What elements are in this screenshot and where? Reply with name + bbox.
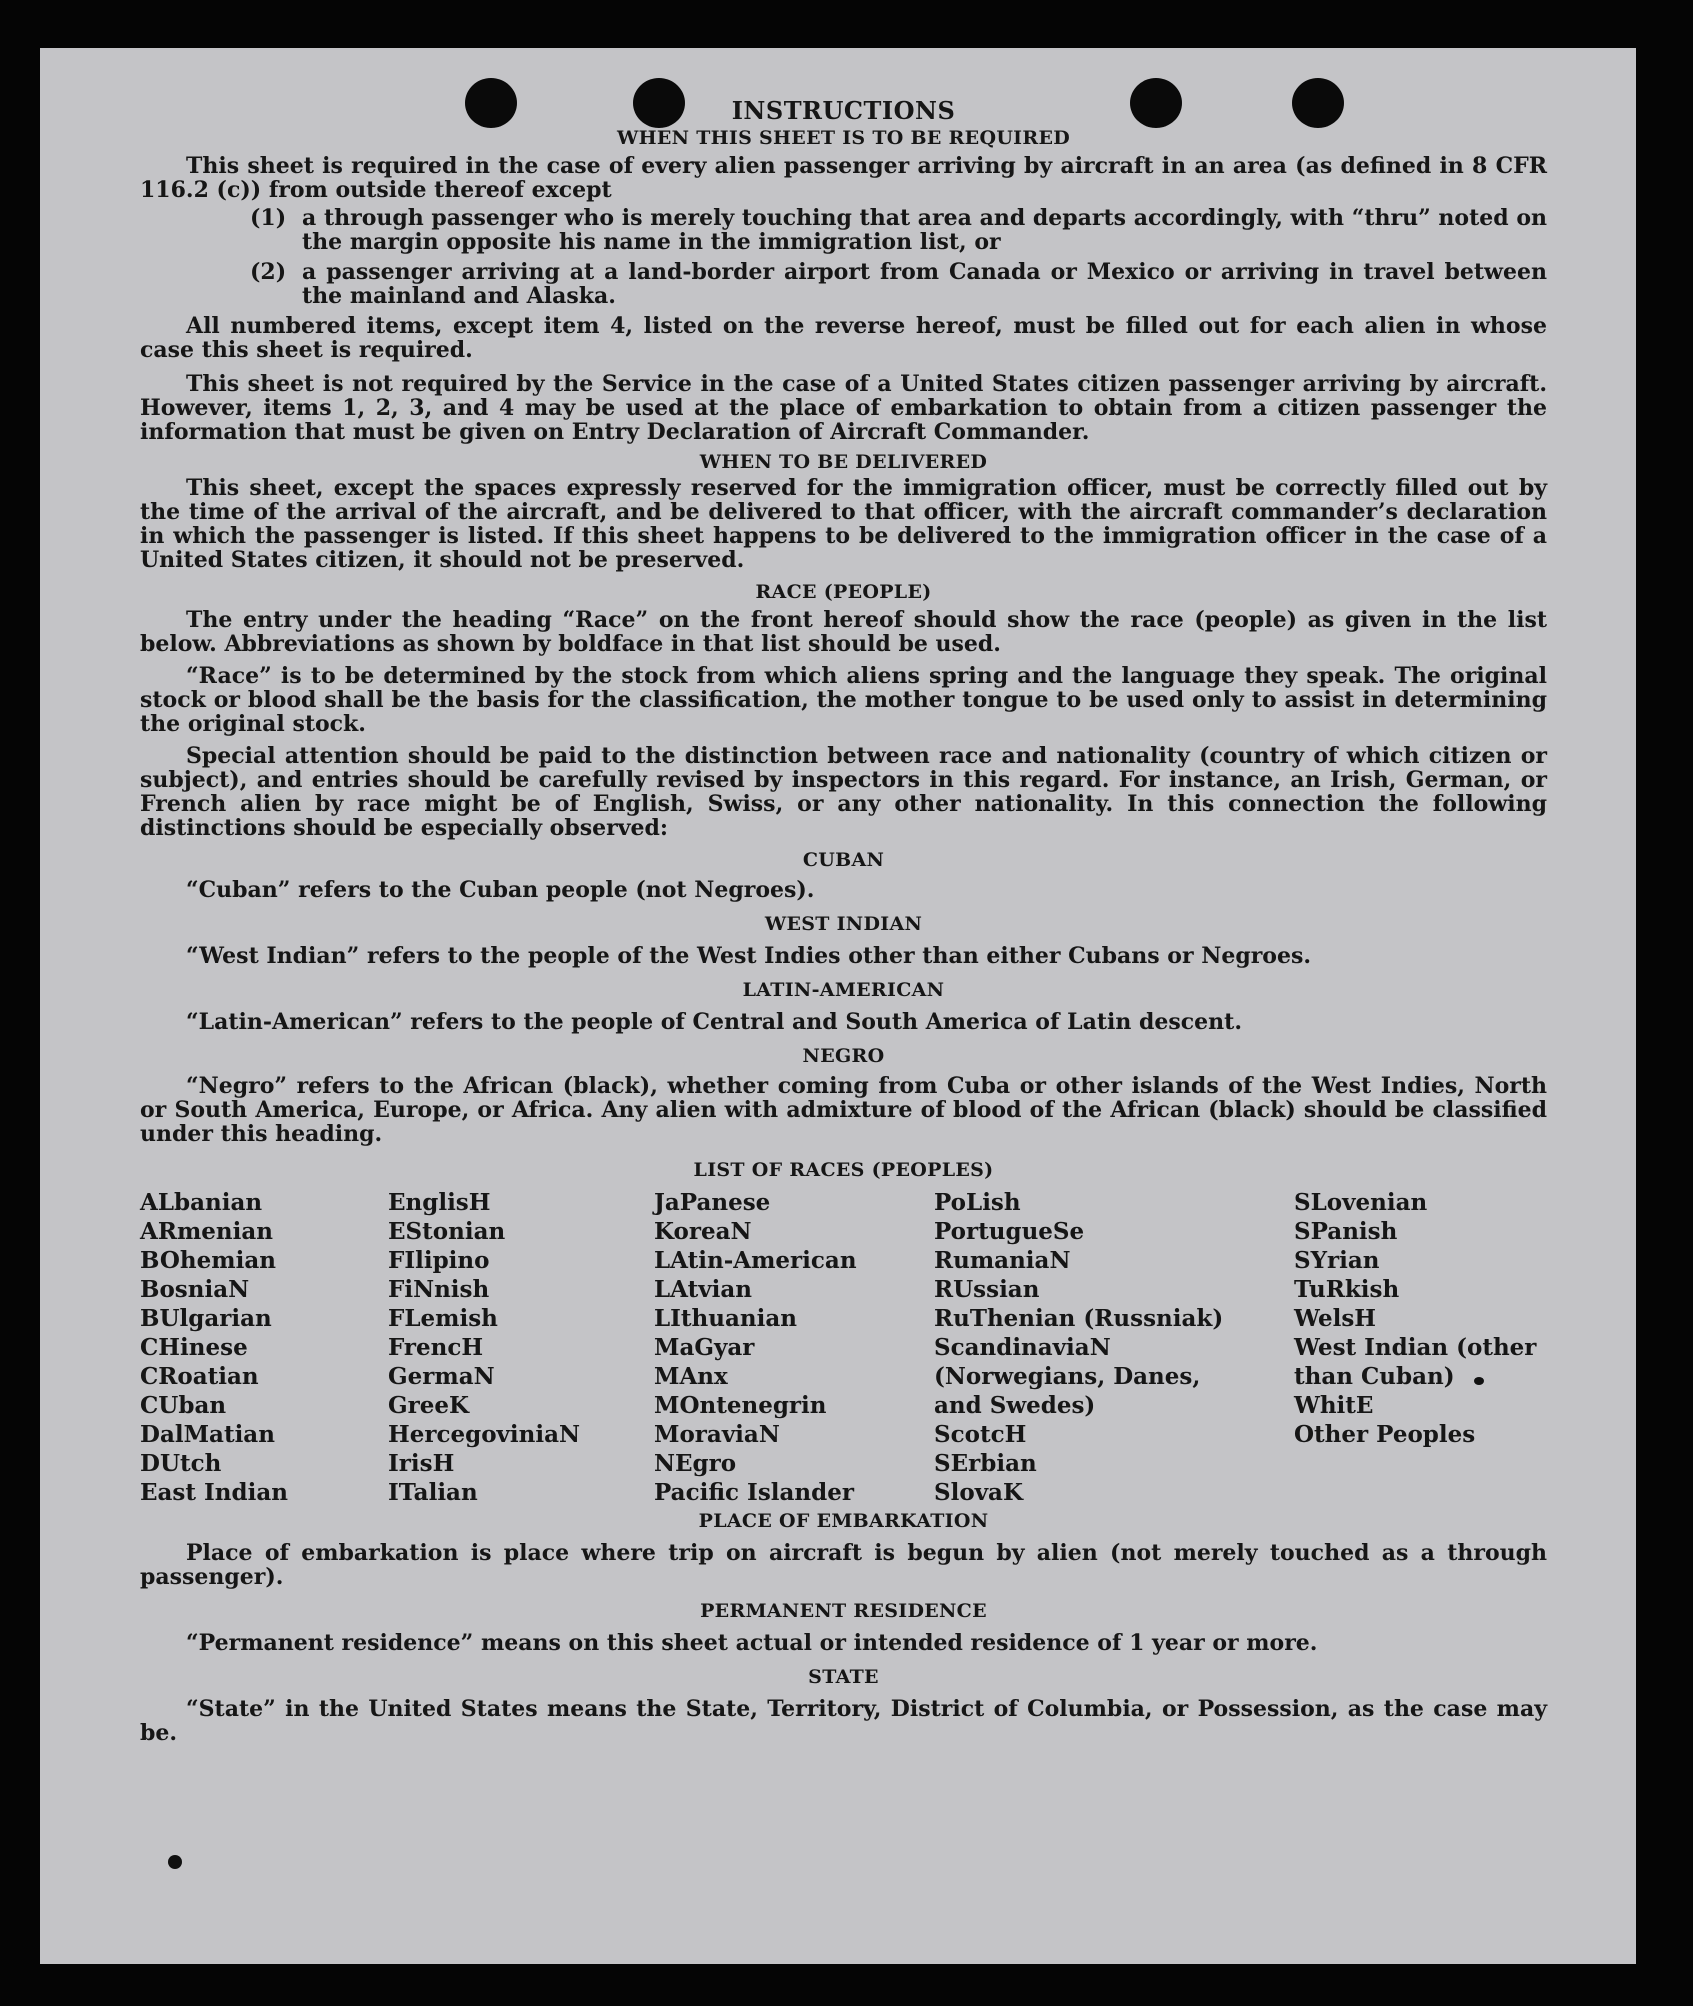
paragraph: “Race” is to be determined by the stock from which aliens spring and the language they speak. The original stock or blood shall be the basis for the classification, the mother tongue to be used only to assist in determining the original stock. [140, 663, 1547, 737]
race-item: FrencH [388, 1334, 484, 1361]
race-item: SlovaK [934, 1479, 1023, 1506]
races-list [140, 1188, 1547, 1507]
race-item: ALbanian [140, 1189, 263, 1216]
section-heading-race: RACE (PEOPLE) [755, 581, 932, 603]
section-heading-delivered: WHEN TO BE DELIVERED [699, 451, 988, 473]
race-item: GreeK [388, 1392, 470, 1419]
race-item: CHinese [140, 1334, 248, 1361]
race-item: ITalian [388, 1479, 478, 1506]
race-item: Pacific Islander [654, 1479, 854, 1506]
ink-speck [168, 1855, 182, 1869]
paragraph: “State” in the United States means the State, Territory, District of Columbia, or Possession, as the case may be. [140, 1696, 1547, 1746]
section-heading-state: STATE [808, 1666, 879, 1688]
paragraph: “Cuban” refers to the Cuban people (not Negroes). [186, 877, 815, 903]
race-item-scandinavian: ScandinaviaN (Norwegians, Danes, and Swedes) [934, 1334, 1201, 1419]
instructions-content [140, 96, 1547, 1745]
section-heading-required: WHEN THIS SHEET IS TO BE REQUIRED [616, 127, 1071, 149]
race-item: PortugueSe [934, 1218, 1085, 1245]
subheading-negro: NEGRO [802, 1045, 885, 1067]
paragraph: “Permanent residence” means on this sheet actual or intended residence of 1 year or more. [186, 1630, 1318, 1656]
subheading-west-indian: WEST INDIAN [764, 913, 923, 935]
subheading-cuban: CUBAN [802, 849, 885, 871]
race-item: MOntenegrin [654, 1392, 827, 1419]
race-item: BosniaN [140, 1276, 250, 1303]
race-item: DUtch [140, 1450, 222, 1477]
paragraph: This sheet is required in the case of every alien passenger arriving by aircraft in an area (as defined in 8 CFR 116.2 (c)) from outside thereof except [140, 153, 1547, 203]
paragraph: “Latin-American” refers to the people of Central and South America of Latin descent. [186, 1009, 1242, 1035]
race-item: ScotcH [934, 1421, 1027, 1448]
race-item: RUssian [934, 1276, 1040, 1303]
race-item: East Indian [140, 1479, 288, 1506]
race-item: RuThenian (Russniak) [934, 1305, 1224, 1332]
race-item: SErbian [934, 1450, 1037, 1477]
races-column [934, 1188, 1294, 1507]
race-item: LIthuanian [654, 1305, 797, 1332]
race-item: RumaniaN [934, 1247, 1071, 1274]
paragraph: Place of embarkation is place where trip on aircraft is begun by alien (not merely touched as a through passenger). [140, 1540, 1547, 1590]
race-item: GermaN [388, 1363, 495, 1390]
paragraph: “Negro” refers to the African (black), whether coming from Cuba or other islands of the West Indies, North or South America, Europe, or Africa. Any alien with admixture of blood of the African (black) should be classified under this heading. [140, 1073, 1547, 1147]
race-item: MoraviaN [654, 1421, 780, 1448]
race-item: FIlipino [388, 1247, 490, 1274]
page-title: INSTRUCTIONS [731, 96, 956, 125]
race-item: FiNnish [388, 1276, 490, 1303]
section-heading-embarkation: PLACE OF EMBARKATION [698, 1510, 989, 1532]
race-item: PoLish [934, 1189, 1021, 1216]
race-item: LAtvian [654, 1276, 752, 1303]
race-item: LAtin-American [654, 1247, 857, 1274]
race-item: EnglisH [388, 1189, 491, 1216]
race-item: WhitE [1294, 1392, 1374, 1419]
race-item: CUban [140, 1392, 227, 1419]
race-item: EStonian [388, 1218, 506, 1245]
races-column [388, 1188, 654, 1507]
paragraph: This sheet is not required by the Service in the case of a United States citizen passenger arriving by aircraft. However, items 1, 2, 3, and 4 may be used at the place of embarkation to obtain from a citizen passenger the information that must be given on Entry Declaration of Aircraft Commander. [140, 371, 1547, 445]
race-item: NEgro [654, 1450, 737, 1477]
document-sheet [40, 48, 1636, 1964]
race-item: SLovenian [1294, 1189, 1428, 1216]
race-item: DalMatian [140, 1421, 275, 1448]
race-item: MAnx [654, 1363, 728, 1390]
race-item: KoreaN [654, 1218, 752, 1245]
races-column [654, 1188, 934, 1507]
race-item: FLemish [388, 1305, 498, 1332]
paragraph: This sheet, except the spaces expressly reserved for the immigration officer, must be correctly filled out by the time of the arrival of the aircraft, and be delivered to that officer, with the aircraft commander’s declaration in which the passenger is listed. If this sheet happens to be delivered to the immigration officer in the case of a United States citizen, it should not be preserved. [140, 475, 1547, 573]
race-item: CRoatian [140, 1363, 259, 1390]
race-item: BOhemian [140, 1247, 276, 1274]
subheading-list-of-races: LIST OF RACES (PEOPLES) [693, 1159, 994, 1181]
race-item: SPanish [1294, 1218, 1398, 1245]
race-item: HercegoviniaN [388, 1421, 581, 1448]
race-item: SYrian [1294, 1247, 1380, 1274]
race-item: Other Peoples [1294, 1421, 1476, 1448]
race-item: TuRkish [1294, 1276, 1400, 1303]
race-item: ARmenian [140, 1218, 274, 1245]
paragraph: “West Indian” refers to the people of the West Indies other than either Cubans or Negroes. [186, 943, 1312, 969]
race-item: IrisH [388, 1450, 455, 1477]
race-item: WelsH [1294, 1305, 1377, 1332]
list-item: (1) a through passenger who is merely touching that area and departs accordingly, with “thru” noted on the margin opposite his name in the immigration list, or [250, 205, 1547, 255]
race-item: BUlgarian [140, 1305, 272, 1332]
paragraph: Special attention should be paid to the distinction between race and nationality (country of which citizen or subject), and entries should be carefully revised by inspectors in this regard. For instance, an Irish, German, or French alien by race might be of English, Swiss, or any other nationality. In this connection the following distinctions should be especially observed: [140, 743, 1547, 841]
subheading-latin-american: LATIN-AMERICAN [742, 979, 945, 1001]
race-item: JaPanese [654, 1189, 771, 1216]
section-heading-residence: PERMANENT RESIDENCE [700, 1600, 987, 1622]
races-column [140, 1188, 388, 1507]
paragraph: All numbered items, except item 4, listed on the reverse hereof, must be filled out for each alien in whose case this sheet is required. [140, 313, 1547, 363]
list-item: (2) a passenger arriving at a land-border airport from Canada or Mexico or arriving in travel between the mainland and Alaska. [250, 259, 1547, 309]
races-column [1294, 1188, 1547, 1507]
race-item: MaGyar [654, 1334, 755, 1361]
race-item-west-indian: West Indian (other than Cuban) [1294, 1334, 1537, 1390]
paragraph: The entry under the heading “Race” on the front hereof should show the race (people) as given in the list below. Abbreviations as shown by boldface in that list should be used. [140, 607, 1547, 657]
